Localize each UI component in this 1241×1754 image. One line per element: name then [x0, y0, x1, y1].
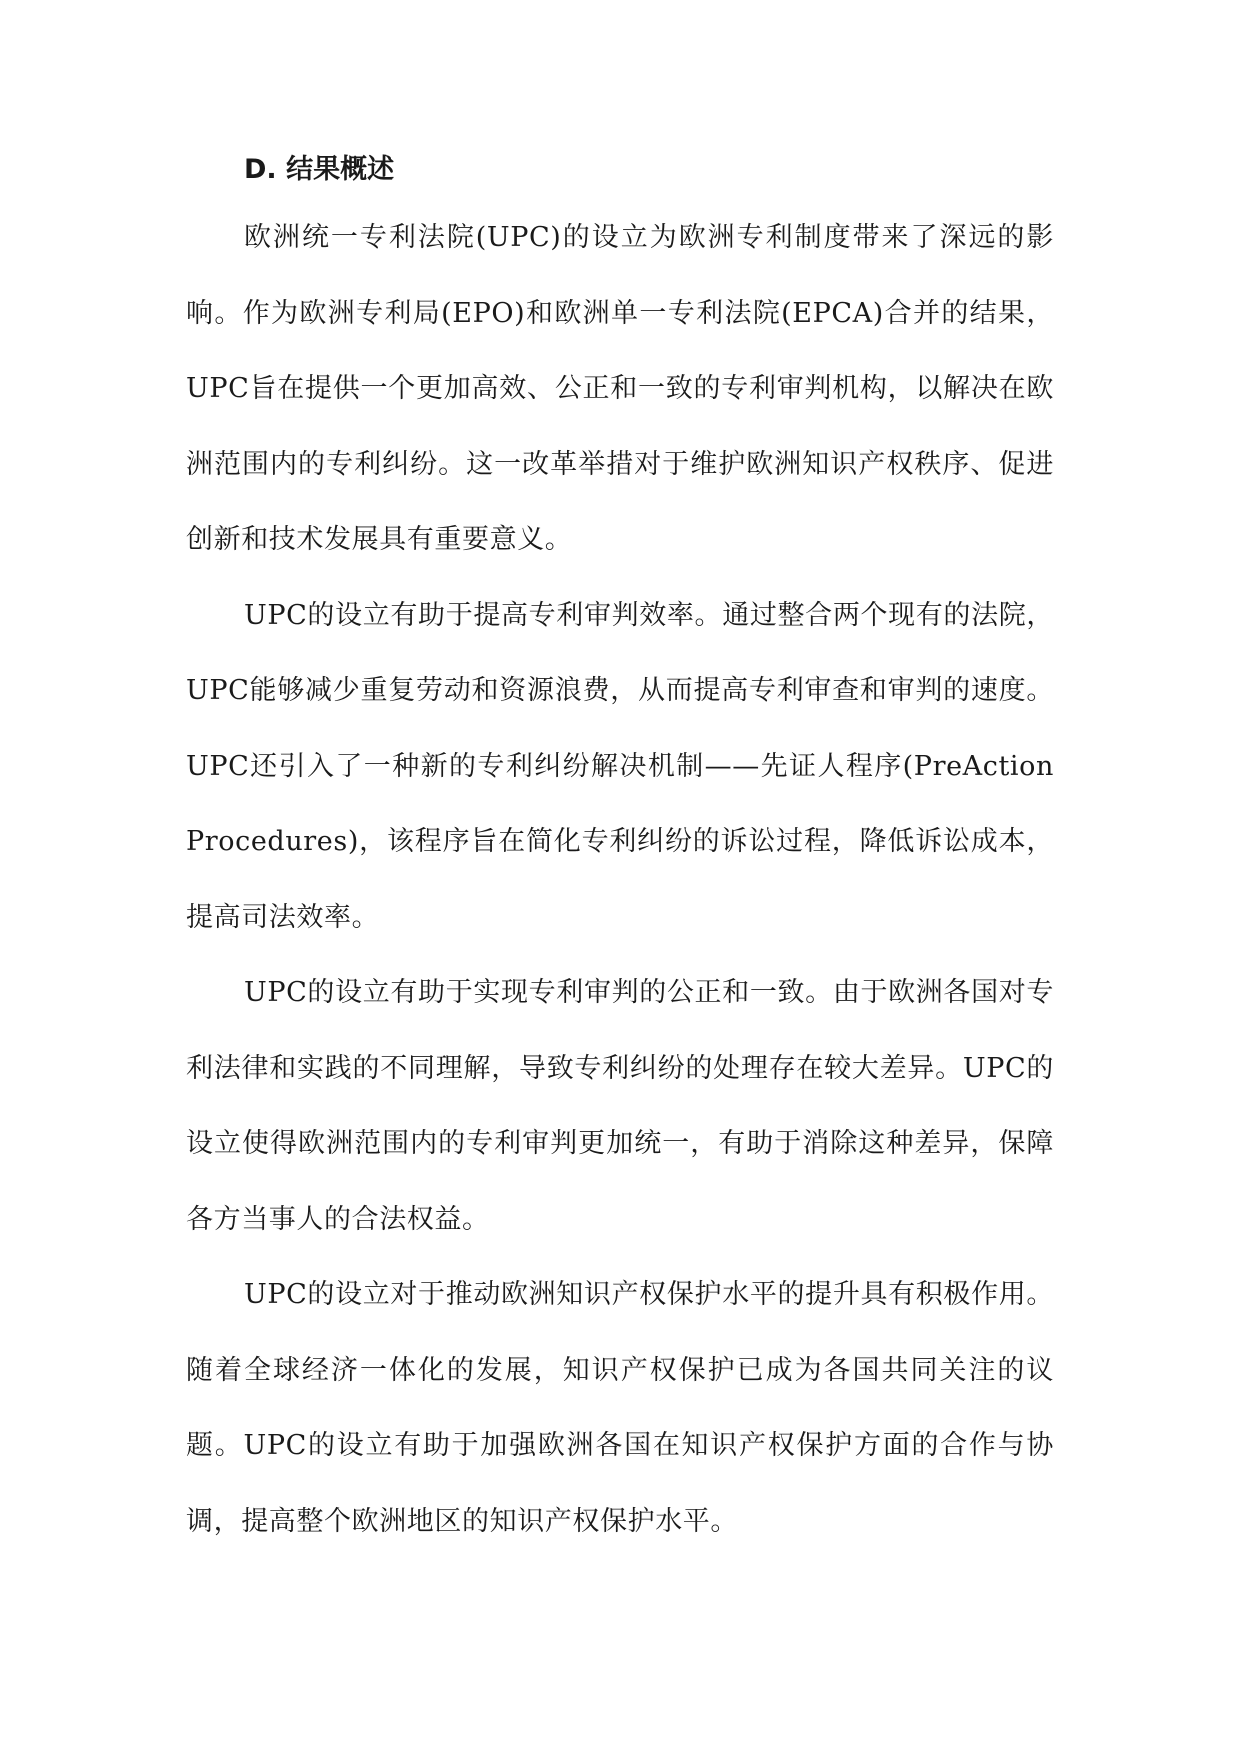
section-heading: D. 结果概述: [244, 154, 395, 185]
paragraph-1: 欧洲统一专利法院(UPC)的设立为欧洲专利制度带来了深远的影响。作为欧洲专利局(EPO)和欧洲单一专利法院(EPCA)合并的结果，UPC旨在提供一个更加高效、公正和一致的专利审判机构，以解决在欧洲范围内的专利纠纷。这一改革举措对于维护欧洲知识产权秩序、促进创新和技术发展具有重要意义。: [186, 222, 1054, 555]
paragraph-4: UPC的设立对于推动欧洲知识产权保护水平的提升具有积极作用。随着全球经济一体化的发展，知识产权保护已成为各国共同关注的议题。UPC的设立有助于加强欧洲各国在知识产权保护方面的合作与协调，提高整个欧洲地区的知识产权保护水平。: [186, 1279, 1054, 1537]
document-body: [186, 140, 1054, 1559]
paragraph-3: UPC的设立有助于实现专利审判的公正和一致。由于欧洲各国对专利法律和实践的不同理解，导致专利纠纷的处理存在较大差异。UPC的设立使得欧洲范围内的专利审判更加统一，有助于消除这种差异，保障各方当事人的合法权益。: [186, 977, 1054, 1235]
paragraph-2: UPC的设立有助于提高专利审判效率。通过整合两个现有的法院，UPC能够减少重复劳动和资源浪费，从而提高专利审查和审判的速度。UPC还引入了一种新的专利纠纷解决机制——先证人程序(PreAction Procedures)，该程序旨在简化专利纠纷的诉讼过程，降低诉讼成本，提高司法效率。: [186, 599, 1054, 933]
